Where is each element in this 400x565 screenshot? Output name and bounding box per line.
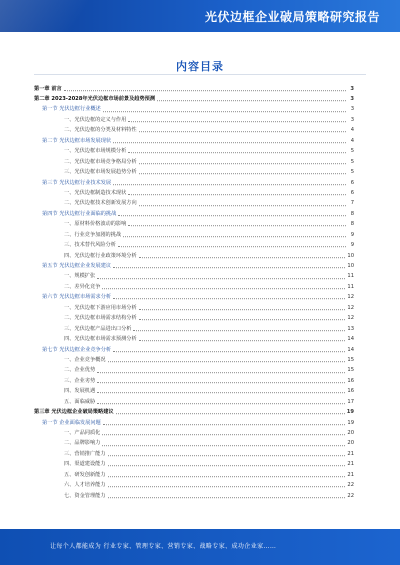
toc-leader-dots xyxy=(97,372,345,373)
toc-leader-dots xyxy=(97,382,345,383)
toc-leader-dots xyxy=(108,361,346,362)
toc-leader-dots xyxy=(133,330,345,331)
toc-page-number: 3 xyxy=(350,96,354,103)
toc-leader-dots xyxy=(139,132,346,133)
toc-section-entry[interactable] xyxy=(34,261,354,271)
toc-leader-dots xyxy=(128,226,346,227)
toc-leader-dots xyxy=(108,466,346,467)
toc-subsection-entry[interactable] xyxy=(34,241,354,251)
toc-entry-title: 第五节 光伏边框企业发展建议 xyxy=(42,263,112,270)
toc-page-number: 13 xyxy=(347,325,354,332)
toc-leader-dots xyxy=(139,340,346,341)
toc-entry-title: 二、行业竞争加剧的挑战 xyxy=(64,231,122,238)
toc-page-number: 4 xyxy=(350,127,354,134)
toc-page-number: 10 xyxy=(347,252,354,259)
toc-heading: 内容目录 xyxy=(176,60,224,73)
toc-entry-title: 二、光伏边框市场竞争格局分析 xyxy=(64,158,137,165)
toc-section-entry[interactable] xyxy=(34,209,354,219)
toc-leader-dots xyxy=(113,351,345,352)
toc-entry-title: 一、光伏边框的定义与作用 xyxy=(64,116,127,123)
toc-entry-title: 四、光伏边框市场需求预测分析 xyxy=(64,336,137,343)
toc-page-number: 9 xyxy=(350,242,354,249)
toc-leader-dots xyxy=(139,205,346,206)
toc-leader-dots xyxy=(113,184,346,185)
toc-page-number: 21 xyxy=(347,471,354,478)
footer-banner xyxy=(0,529,400,565)
toc-leader-dots xyxy=(118,246,346,247)
toc-page-number: 20 xyxy=(347,430,354,437)
toc-entry-title: 二、品牌影响力 xyxy=(64,440,101,447)
toc-page-number: 14 xyxy=(347,336,354,343)
toc-leader-dots xyxy=(118,215,346,216)
toc-page-number: 7 xyxy=(350,200,354,207)
toc-page-number: 22 xyxy=(347,492,354,499)
toc-leader-dots xyxy=(102,445,345,446)
toc-page-number: 16 xyxy=(347,388,354,395)
toc-page-number: 22 xyxy=(347,482,354,489)
toc-page-number: 20 xyxy=(347,440,354,447)
toc-subsection-entry[interactable] xyxy=(34,282,354,292)
toc-chapter-entry[interactable] xyxy=(34,84,354,94)
toc-leader-dots xyxy=(116,413,345,414)
toc-leader-dots xyxy=(108,487,346,488)
table-of-contents xyxy=(34,84,354,502)
toc-entry-title: 三、营销推广能力 xyxy=(64,450,106,457)
toc-entry-title: 二、光伏边框市场需求结构分析 xyxy=(64,315,137,322)
toc-entry-title: 一、原材料价格波动的影响 xyxy=(64,221,127,228)
toc-page-number: 19 xyxy=(346,409,354,416)
toc-subsection-entry[interactable] xyxy=(34,460,354,470)
toc-leader-dots xyxy=(128,194,346,195)
toc-leader-dots xyxy=(103,424,346,425)
toc-page-number: 10 xyxy=(347,263,354,270)
toc-section-entry[interactable] xyxy=(34,345,354,355)
toc-subsection-entry[interactable] xyxy=(34,303,354,313)
toc-page-number: 12 xyxy=(347,315,354,322)
toc-page-number: 5 xyxy=(350,158,354,165)
toc-entry-title: 第二章 2023-2028年光伏边框市场前景及趋势预测 xyxy=(34,96,156,103)
toc-section-entry[interactable] xyxy=(34,293,354,303)
toc-leader-dots xyxy=(108,455,346,456)
toc-leader-dots xyxy=(128,153,346,154)
toc-page-number: 3 xyxy=(350,106,354,113)
toc-subsection-entry[interactable] xyxy=(34,428,354,438)
toc-page-number: 9 xyxy=(350,231,354,238)
toc-page-number: 6 xyxy=(350,179,354,186)
toc-page-number: 8 xyxy=(350,210,354,217)
toc-entry-title: 三、光伏边框市场发展趋势分析 xyxy=(64,169,137,176)
toc-entry-title: 三、技术替代风险分析 xyxy=(64,242,116,249)
toc-entry-title: 第一节 光伏边框行业概述 xyxy=(42,106,101,113)
toc-page-number: 8 xyxy=(350,221,354,228)
toc-page-number: 19 xyxy=(347,419,354,426)
toc-subsection-entry[interactable] xyxy=(34,188,354,198)
toc-leader-dots xyxy=(97,278,345,279)
toc-section-entry[interactable] xyxy=(34,136,354,146)
toc-leader-dots xyxy=(128,121,346,122)
toc-leader-dots xyxy=(103,111,346,112)
toc-page-number: 4 xyxy=(350,137,354,144)
toc-page-number: 5 xyxy=(350,169,354,176)
toc-page-number: 3 xyxy=(350,116,354,123)
toc-subsection-entry[interactable] xyxy=(34,397,354,407)
toc-subsection-entry[interactable] xyxy=(34,220,354,230)
toc-entry-title: 一、光伏边框市场规模分析 xyxy=(64,148,127,155)
toc-page-number: 14 xyxy=(347,346,354,353)
toc-leader-dots xyxy=(102,288,345,289)
toc-subsection-entry[interactable] xyxy=(34,314,354,324)
toc-page-number: 15 xyxy=(347,356,354,363)
toc-subsection-entry[interactable] xyxy=(34,126,354,136)
toc-entry-title: 第一节 企业面临发展问题 xyxy=(42,419,101,426)
toc-subsection-entry[interactable] xyxy=(34,366,354,376)
toc-subsection-entry[interactable] xyxy=(34,439,354,449)
toc-entry-title: 五、面临威胁 xyxy=(64,398,96,405)
toc-subsection-entry[interactable] xyxy=(34,199,354,209)
toc-page-number: 11 xyxy=(347,283,354,290)
toc-leader-dots xyxy=(139,257,346,258)
toc-subsection-entry[interactable] xyxy=(34,168,354,178)
toc-page-number: 11 xyxy=(347,273,354,280)
toc-leader-dots xyxy=(97,393,345,394)
toc-entry-title: 一、光伏边框下游应用市场分析 xyxy=(64,304,137,311)
toc-entry-title: 第二节 光伏边框市场发展现状 xyxy=(42,137,112,144)
report-header-banner xyxy=(0,0,400,32)
toc-subsection-entry[interactable] xyxy=(34,376,354,386)
footer-slogan: 让每个人都能成为 行业专家、管理专家、营销专家、战略专家、成功企业家…… xyxy=(50,543,277,550)
toc-entry-title: 一、企业竞争概况 xyxy=(64,356,106,363)
toc-subsection-entry[interactable] xyxy=(34,491,354,501)
toc-leader-dots xyxy=(102,434,345,435)
toc-leader-dots xyxy=(113,267,345,268)
toc-leader-dots xyxy=(139,309,346,310)
toc-page-number: 5 xyxy=(350,148,354,155)
toc-leader-dots xyxy=(113,142,346,143)
toc-chapter-entry[interactable] xyxy=(34,408,354,418)
heading-divider xyxy=(34,74,366,75)
toc-entry-title: 四、渠道建设能力 xyxy=(64,461,106,468)
toc-entry-title: 一、规模扩张 xyxy=(64,273,96,280)
toc-page-number: 16 xyxy=(347,377,354,384)
header-decoration xyxy=(0,0,110,32)
toc-entry-title: 第七节 光伏边框企业竞争分析 xyxy=(42,346,112,353)
toc-chapter-entry[interactable] xyxy=(34,94,354,104)
toc-entry-title: 二、企业优势 xyxy=(64,367,96,374)
toc-entry-title: 六、人才培养能力 xyxy=(64,482,106,489)
toc-entry-title: 三、企业劣势 xyxy=(64,377,96,384)
toc-page-number: 3 xyxy=(350,85,354,92)
toc-leader-dots xyxy=(113,299,345,300)
toc-entry-title: 二、光伏边框技术创新发展方向 xyxy=(64,200,137,207)
toc-subsection-entry[interactable] xyxy=(34,387,354,397)
toc-entry-title: 第一章 前言 xyxy=(34,85,62,92)
toc-page-number: 17 xyxy=(347,398,354,405)
toc-leader-dots xyxy=(123,236,346,237)
toc-subsection-entry[interactable] xyxy=(34,335,354,345)
toc-leader-dots xyxy=(97,403,345,404)
toc-entry-title: 二、光伏边框的分类及材料特性 xyxy=(64,127,137,134)
toc-page-number: 12 xyxy=(347,304,354,311)
toc-subsection-entry[interactable] xyxy=(34,449,354,459)
toc-leader-dots xyxy=(139,173,346,174)
toc-entry-title: 一、产品同质化 xyxy=(64,430,101,437)
report-title: 光伏边框企业破局策略研究报告 xyxy=(204,10,380,24)
toc-subsection-entry[interactable] xyxy=(34,251,354,261)
toc-entry-title: 二、差异化竞争 xyxy=(64,283,101,290)
toc-page-number: 21 xyxy=(347,450,354,457)
toc-leader-dots xyxy=(139,163,346,164)
toc-subsection-entry[interactable] xyxy=(34,470,354,480)
toc-subsection-entry[interactable] xyxy=(34,324,354,334)
toc-entry-title: 第三章 光伏边框企业破局策略建议 xyxy=(34,409,114,416)
toc-subsection-entry[interactable] xyxy=(34,272,354,282)
toc-entry-title: 四、光伏边框行业政策环境分析 xyxy=(64,252,137,259)
toc-leader-dots xyxy=(64,90,346,91)
toc-subsection-entry[interactable] xyxy=(34,115,354,125)
toc-entry-title: 三、光伏边框产品进出口分析 xyxy=(64,325,132,332)
toc-subsection-entry[interactable] xyxy=(34,157,354,167)
toc-entry-title: 一、光伏边框制造技术现状 xyxy=(64,189,127,196)
toc-page-number: 21 xyxy=(347,461,354,468)
toc-leader-dots xyxy=(157,100,346,101)
toc-page-number: 15 xyxy=(347,367,354,374)
toc-entry-title: 五、研发创新能力 xyxy=(64,471,106,478)
toc-subsection-entry[interactable] xyxy=(34,355,354,365)
toc-entry-title: 第三节 光伏边框行业技术发展 xyxy=(42,179,112,186)
toc-subsection-entry[interactable] xyxy=(34,147,354,157)
toc-leader-dots xyxy=(139,320,346,321)
toc-subsection-entry[interactable] xyxy=(34,481,354,491)
toc-entry-title: 第四节 光伏边框行业面临的挑战 xyxy=(42,210,117,217)
toc-entry-title: 四、发展机遇 xyxy=(64,388,96,395)
toc-entry-title: 七、资金管理能力 xyxy=(64,492,106,499)
toc-page-number: 12 xyxy=(347,294,354,301)
toc-page-number: 6 xyxy=(350,189,354,196)
toc-section-entry[interactable] xyxy=(34,105,354,115)
toc-subsection-entry[interactable] xyxy=(34,230,354,240)
toc-entry-title: 第六节 光伏边框市场需求分析 xyxy=(42,294,112,301)
toc-section-entry[interactable] xyxy=(34,418,354,428)
toc-leader-dots xyxy=(108,497,346,498)
toc-leader-dots xyxy=(108,476,346,477)
toc-section-entry[interactable] xyxy=(34,178,354,188)
